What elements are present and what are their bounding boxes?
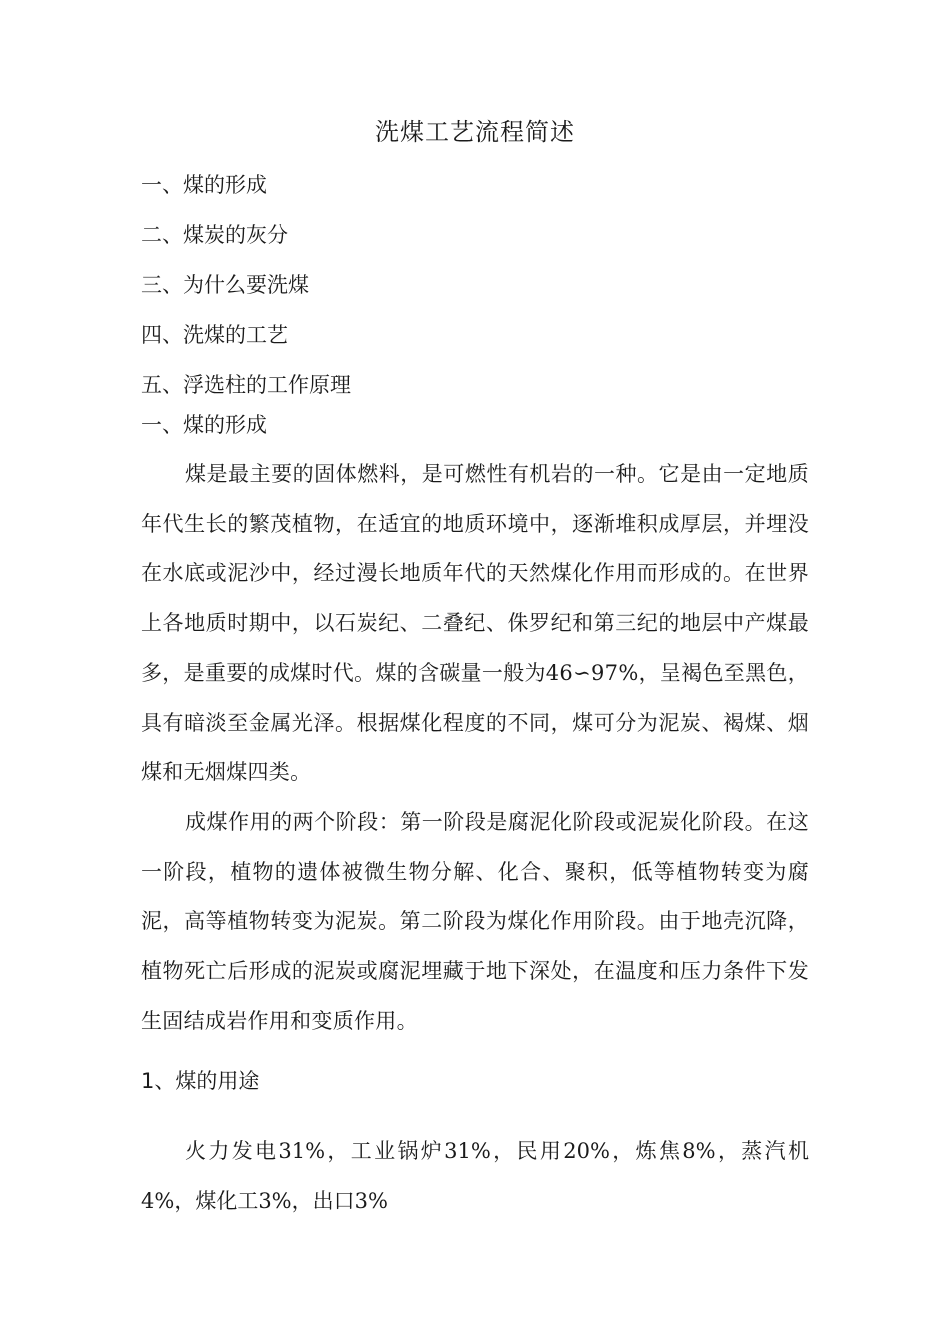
subsection-heading: 1、煤的用途: [141, 1069, 260, 1093]
paragraph-coal-formation: 煤是最主要的固体燃料，是可燃性有机岩的一种。它是由一定地质年代生长的繁茂植物，在适宜的地质环境中，逐渐堆积成厚层，并埋没在水底或泥沙中，经过漫长地质年代的天然煤化作用而形成的。在世界上各地质时期中，以石炭纪、二叠纪、侏罗纪和第三纪的地层中产煤最多，是重要的成煤时代。煤的含碳量一般为46∽97%，呈褐色至黑色，具有暗淡至金属光泽。根据煤化程度的不同，煤可分为泥炭、褐煤、烟煤和无烟煤四类。: [141, 462, 809, 785]
document-title: 洗煤工艺流程简述: [375, 118, 575, 146]
toc-item: 五、浮选柱的工作原理: [141, 373, 351, 397]
toc-item: 四、洗煤的工艺: [141, 323, 288, 347]
table-of-contents: [141, 160, 351, 410]
toc-item: 一、煤的形成: [141, 173, 267, 197]
toc-item: 二、煤炭的灰分: [141, 223, 288, 247]
paragraph-coal-stages: 成煤作用的两个阶段：第一阶段是腐泥化阶段或泥炭化阶段。在这一阶段，植物的遗体被微生物分解、化合、聚积，低等植物转变为腐泥，高等植物转变为泥炭。第二阶段为煤化作用阶段。由于地壳沉降，植物死亡后形成的泥炭或腐泥埋藏于地下深处，在温度和压力条件下发生固结成岩作用和变质作用。: [141, 810, 809, 1033]
paragraph-coal-usage: 火力发电31%，工业锅炉31%，民用20%，炼焦8%，蒸汽机4%，煤化工3%，出口3%: [141, 1139, 809, 1213]
toc-item: 三、为什么要洗煤: [141, 273, 309, 297]
section-heading: 一、煤的形成: [141, 413, 267, 437]
